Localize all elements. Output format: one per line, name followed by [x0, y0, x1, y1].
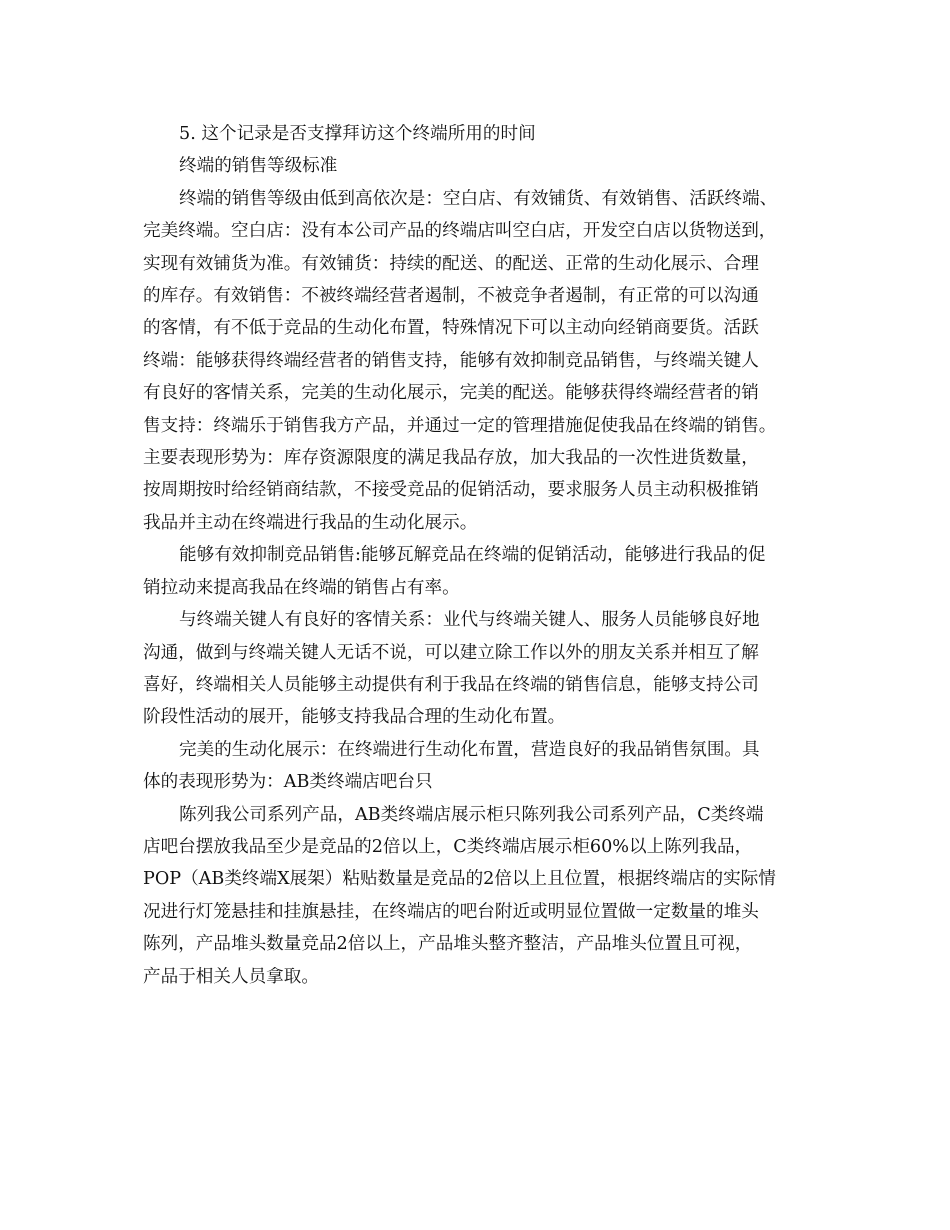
paragraph-line: 销拉动来提高我品在终端的销售占有率。 [143, 577, 460, 598]
paragraph-line: POP（AB类终端X展架）粘贴数量是竞品的2倍以上且位置，根据终端店的实际情 [143, 869, 776, 890]
paragraph-line: 的库存。有效销售：不被终端经营者遏制，不被竞争者遏制，有正常的可以沟通 [143, 286, 759, 307]
paragraph-perfect-display [143, 734, 811, 799]
paragraph-line: 售支持：终端乐于销售我方产品，并通过一定的管理措施促使我品在终端的销售。 [143, 415, 777, 436]
paragraph-line: 喜好，终端相关人员能够主动提供有利于我品在终端的销售信息，能够支持公司 [143, 674, 759, 695]
paragraph-line: 的客情，有不低于竞品的生动化布置，特殊情况下可以主动向经销商要货。活跃 [143, 318, 759, 339]
paragraph-line: 陈列，产品堆头数量竞品2倍以上，产品堆头整齐整洁，产品堆头位置且可视， [143, 934, 753, 955]
paragraph-line: 有良好的客情关系，完美的生动化展示，完美的配送。能够获得终端经营者的销 [143, 383, 759, 404]
paragraph-line: 实现有效铺货为准。有效铺货：持续的配送、的配送、正常的生动化展示、合理 [143, 253, 759, 274]
paragraph-line: 完美的生动化展示：在终端进行生动化布置，营造良好的我品销售氛围。具 [179, 739, 760, 760]
paragraph-line: 体的表现形势为：AB类终端店吧台只 [143, 772, 433, 793]
paragraph-line: 阶段性活动的展开，能够支持我品合理的生动化布置。 [143, 707, 566, 728]
paragraph-display-details [143, 799, 811, 993]
paragraph-sales-levels [143, 183, 811, 539]
paragraph-line: 主要表现形势为：库存资源限度的满足我品存放，加大我品的一次性进货数量， [143, 448, 759, 469]
paragraph-line: 按周期按时给经销商结款，不接受竞品的促销活动，要求服务人员主动积极推销 [143, 480, 759, 501]
paragraph-suppress-competitors [143, 539, 811, 604]
numbered-item-5: 5. 这个记录是否支撑拜访这个终端所用的时间 [179, 124, 536, 144]
paragraph-line: 能够有效抑制竞品销售:能够瓦解竞品在终端的促销活动，能够进行我品的促 [179, 545, 766, 566]
paragraph-line: 终端的销售等级由低到高依次是：空白店、有效铺货、有效销售、活跃终端、 [179, 188, 778, 209]
paragraph-line: 与终端关键人有良好的客情关系：业代与终端关键人、服务人员能够良好地 [179, 610, 760, 631]
paragraph-line: 店吧台摆放我品至少是竞品的2倍以上，C类终端店展示柜60%以上陈列我品， [143, 836, 753, 857]
paragraph-line: 陈列我公司系列产品，AB类终端店展示柜只陈列我公司系列产品，C类终端 [179, 804, 764, 825]
paragraph-key-person-relations [143, 604, 811, 734]
paragraph-line: 况进行灯笼悬挂和挂旗悬挂，在终端店的吧台附近或明显位置做一定数量的堆头 [143, 901, 759, 922]
paragraph-line: 终端：能够获得终端经营者的销售支持，能够有效抑制竞品销售，与终端关键人 [143, 350, 759, 371]
paragraph-line: 我品并主动在终端进行我品的生动化展示。 [143, 512, 478, 533]
paragraph-line: 沟通，做到与终端关键人无话不说，可以建立除工作以外的朋友关系并相互了解 [143, 642, 759, 663]
section-heading: 终端的销售等级标准 [179, 156, 338, 177]
paragraph-line: 完美终端。空白店：没有本公司产品的终端店叫空白店，开发空白店以货物送到， [143, 221, 777, 242]
paragraph-line: 产品于相关人员拿取。 [143, 966, 319, 987]
document-page [143, 118, 811, 993]
